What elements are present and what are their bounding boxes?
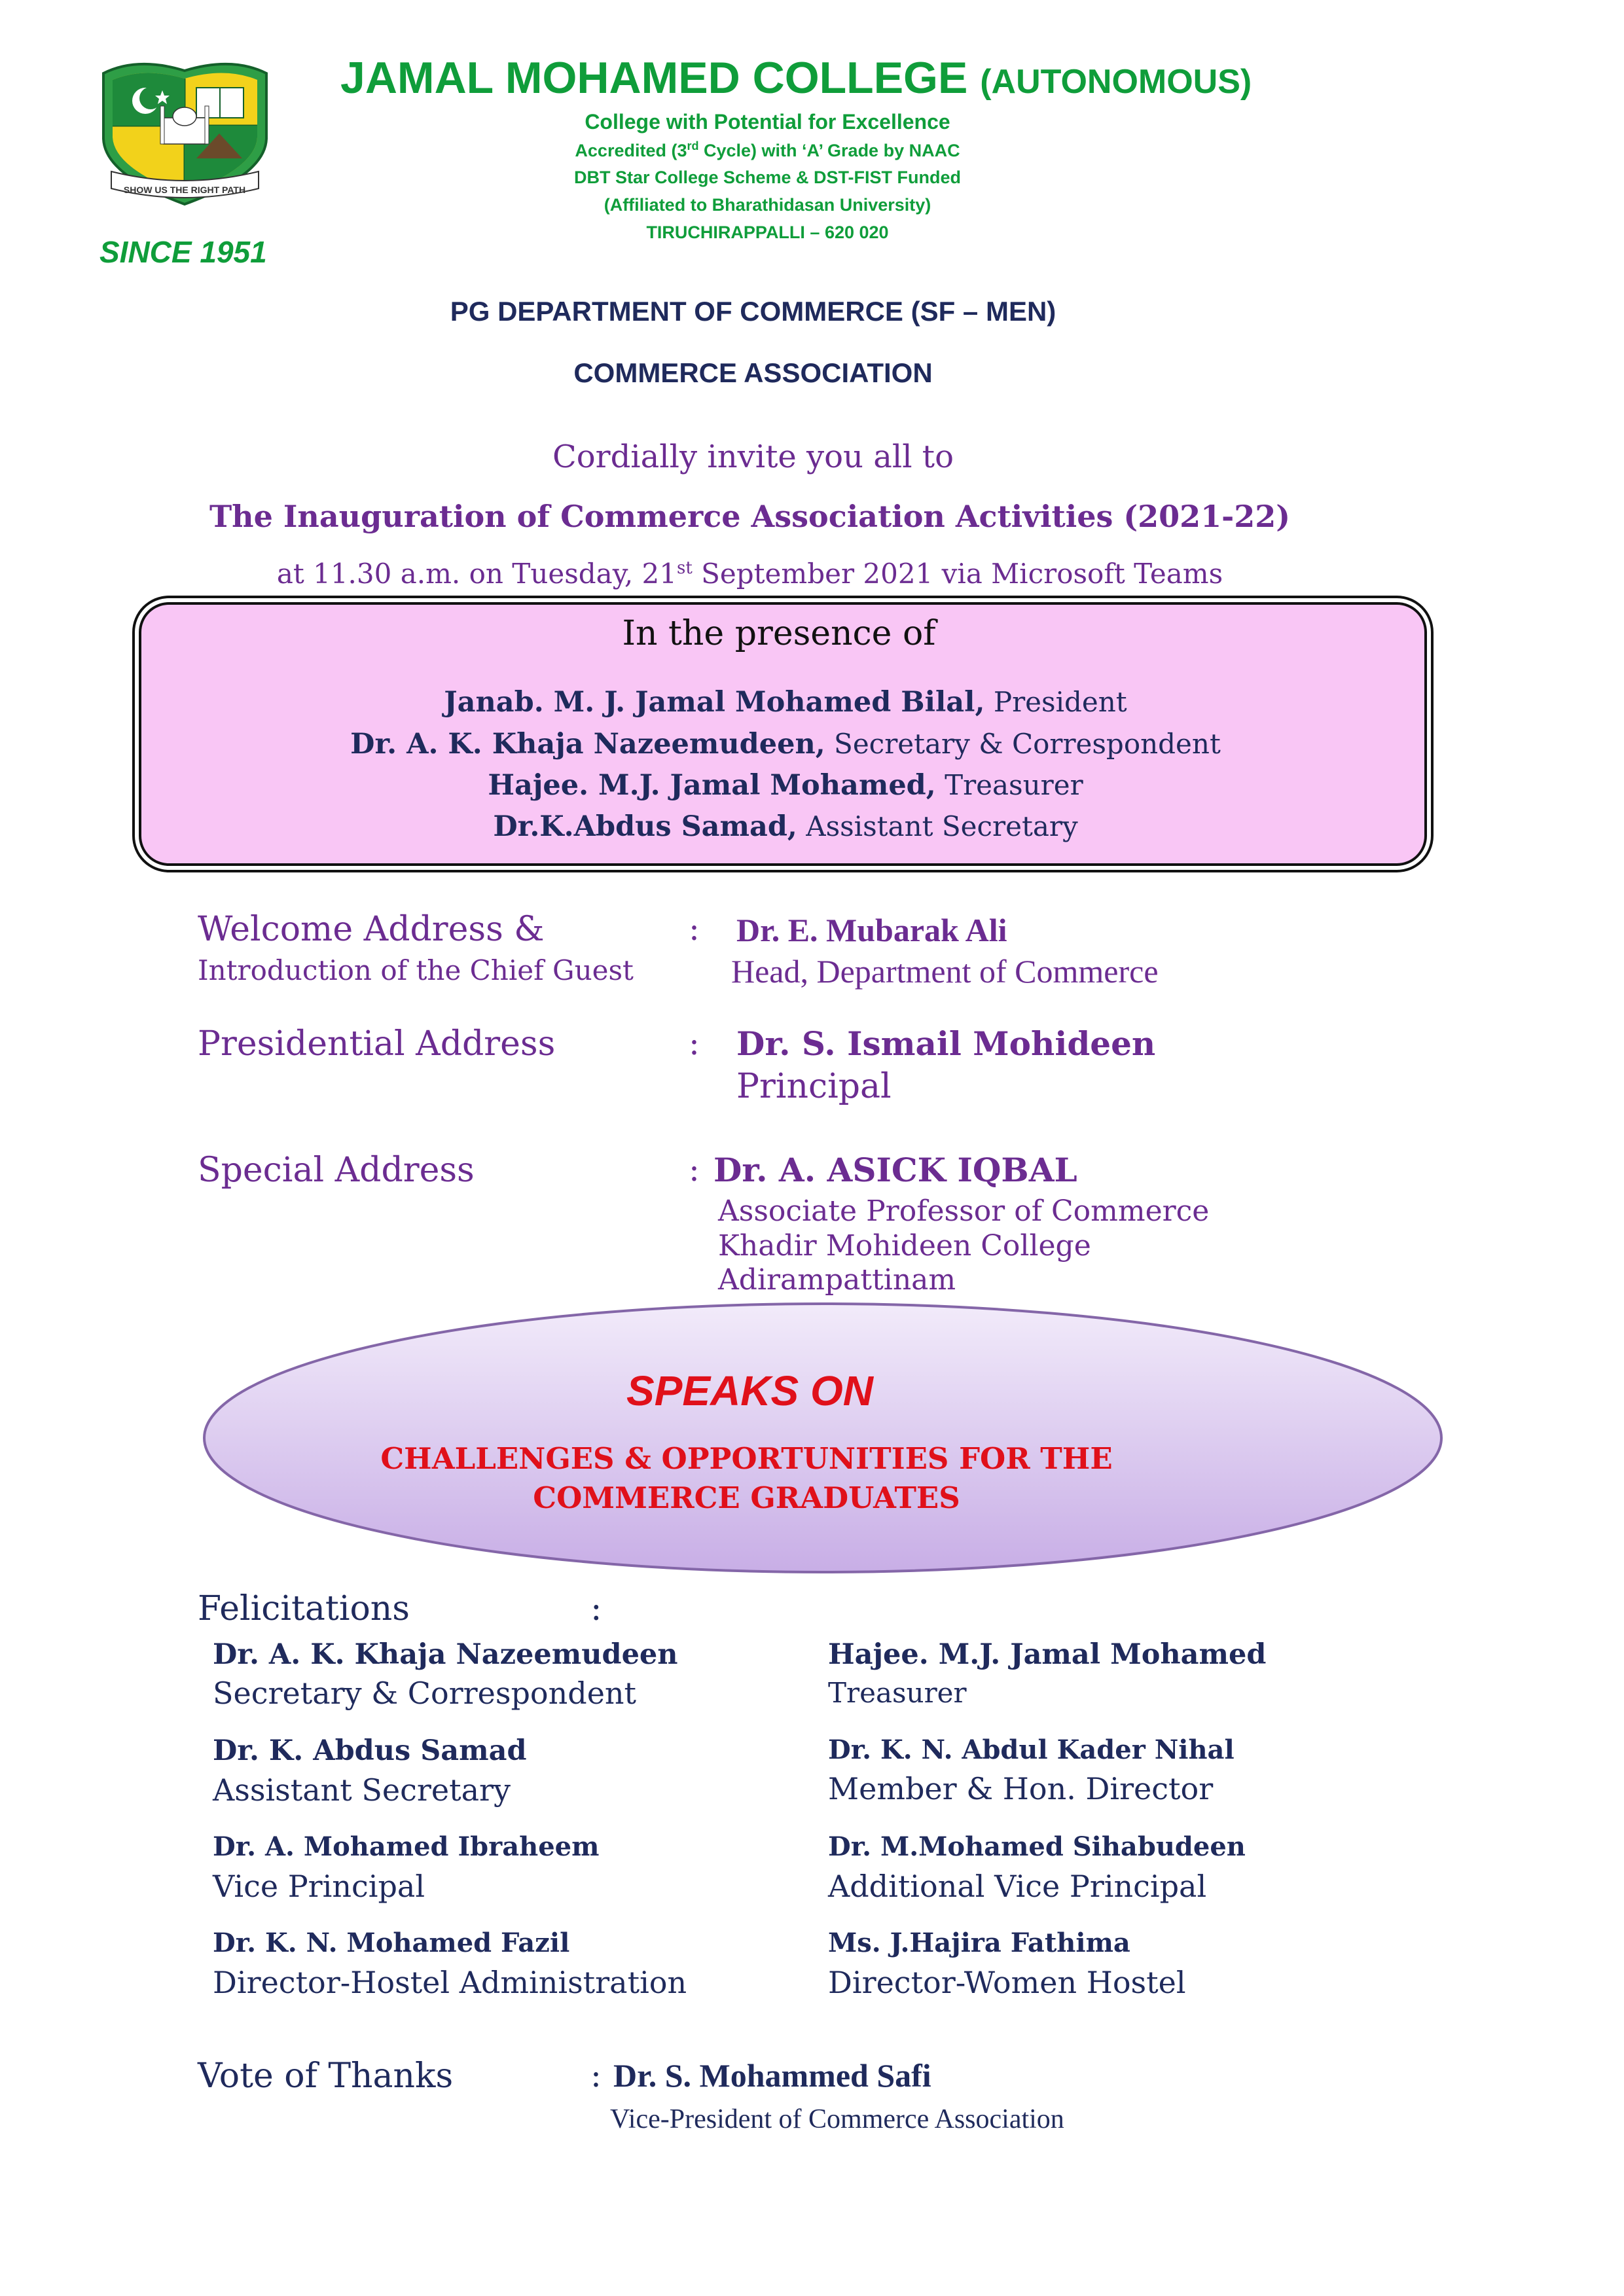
speech-topic-line1: CHALLENGES & OPPORTUNITIES FOR THE xyxy=(380,1441,1113,1476)
felicitation-role: Assistant Secretary xyxy=(213,1772,511,1808)
presence-role: Assistant Secretary xyxy=(797,810,1078,842)
felicitation-role: Vice Principal xyxy=(213,1869,425,1904)
college-tagline: College with Potential for Excellence xyxy=(585,110,950,134)
felicitation-name: Hajee. M.J. Jamal Mohamed xyxy=(828,1638,1267,1671)
event-title: The Inauguration of Commerce Association Activities (2021-22) xyxy=(209,499,1291,534)
speech-topic-line2: COMMERCE GRADUATES xyxy=(533,1480,960,1515)
presence-person xyxy=(105,686,1466,719)
presence-title: In the presence of xyxy=(622,614,936,653)
presidential-address-label: Presidential Address xyxy=(198,1024,556,1064)
presence-name: Dr. A. K. Khaja Nazeemudeen, xyxy=(350,728,825,761)
college-name-text: JAMAL MOHAMED COLLEGE xyxy=(340,53,968,103)
felicitation-name: Dr. A. K. Khaja Nazeemudeen xyxy=(213,1638,678,1671)
vote-of-thanks-label: Vote of Thanks xyxy=(198,2056,454,2096)
special-address-label: Special Address xyxy=(198,1151,475,1190)
welcome-colon: : xyxy=(689,910,700,948)
felicitation-role: Additional Vice Principal xyxy=(828,1869,1207,1904)
felicitation-role: Director-Women Hostel xyxy=(828,1965,1186,2000)
presence-name: Janab. M. J. Jamal Mohamed Bilal, xyxy=(444,686,985,719)
special-colon: : xyxy=(689,1151,700,1189)
felicitation-name: Dr. K. N. Mohamed Fazil xyxy=(213,1928,570,1958)
felicitation-role: Treasurer xyxy=(828,1677,967,1709)
presence-role: Treasurer xyxy=(935,769,1083,801)
presidential-colon: : xyxy=(689,1024,700,1062)
welcome-speaker-name: Dr. E. Mubarak Ali xyxy=(736,912,1007,948)
affiliation-info: (Affiliated to Bharathidasan University) xyxy=(604,195,931,215)
presence-name: Hajee. M.J. Jamal Mohamed, xyxy=(488,769,936,802)
speaks-on-heading: SPEAKS ON xyxy=(626,1367,873,1414)
presence-person xyxy=(105,769,1466,802)
special-speaker-college: Khadir Mohideen College xyxy=(718,1229,1091,1263)
felicitation-role: Director-Hostel Administration xyxy=(213,1965,687,2000)
city-pincode: TIRUCHIRAPPALLI – 620 020 xyxy=(646,223,889,242)
vote-of-thanks-designation: Vice-President of Commerce Association xyxy=(610,2104,1064,2134)
presidential-speaker-designation: Principal xyxy=(736,1067,892,1106)
accreditation-sup: rd xyxy=(687,139,699,152)
special-speaker-designation: Associate Professor of Commerce xyxy=(718,1194,1210,1228)
felicitation-role: Member & Hon. Director xyxy=(828,1771,1214,1806)
felicitations-label: Felicitations xyxy=(198,1589,410,1628)
welcome-speaker-designation: Head, Department of Commerce xyxy=(731,953,1159,990)
funding-info: DBT Star College Scheme & DST-FIST Funded xyxy=(573,168,962,187)
invite-intro: Cordially invite you all to xyxy=(552,439,954,475)
felicitation-role: Secretary & Correspondent xyxy=(213,1676,637,1711)
college-crest-logo xyxy=(98,60,272,207)
svg-text:SHOW US THE RIGHT PATH: SHOW US THE RIGHT PATH xyxy=(123,185,246,195)
autonomous-label: (AUTONOMOUS) xyxy=(980,63,1252,101)
special-speaker-place: Adirampattinam xyxy=(718,1263,956,1297)
timing-pre: at 11.30 a.m. on Tuesday, 21 xyxy=(276,558,677,590)
felicitation-name: Dr. A. Mohamed Ibraheem xyxy=(213,1831,600,1862)
college-name xyxy=(340,52,1252,103)
felicitation-name: Ms. J.Hajira Fathima xyxy=(828,1928,1130,1958)
presence-person xyxy=(105,728,1466,761)
event-timing xyxy=(0,558,1562,590)
presence-person xyxy=(105,810,1466,843)
felicitation-name: Dr. K. N. Abdul Kader Nihal xyxy=(828,1734,1235,1765)
presence-role: President xyxy=(984,686,1127,718)
vote-of-thanks-colon: : xyxy=(590,2056,602,2094)
speaks-on-ellipse xyxy=(200,1299,1447,1577)
welcome-address-label: Welcome Address & xyxy=(198,910,545,949)
since-year: SINCE 1951 xyxy=(99,235,267,269)
accreditation-post: Cycle) with ‘A’ Grade by NAAC xyxy=(698,141,960,160)
special-speaker-name: Dr. A. ASICK IQBAL xyxy=(713,1151,1077,1189)
presence-role: Secretary & Correspondent xyxy=(825,728,1221,760)
accreditation-pre: Accredited (3 xyxy=(575,141,687,160)
chief-guest-intro-label: Introduction of the Chief Guest xyxy=(198,954,634,986)
timing-post: September 2021 via Microsoft Teams xyxy=(692,558,1223,590)
timing-sup: st xyxy=(677,558,693,578)
felicitations-colon: : xyxy=(590,1589,602,1628)
department-name: PG DEPARTMENT OF COMMERCE (SF – MEN) xyxy=(450,296,1056,327)
presence-name: Dr.K.Abdus Samad, xyxy=(493,810,797,843)
felicitation-name: Dr. M.Mohamed Sihabudeen xyxy=(828,1831,1246,1862)
felicitation-name: Dr. K. Abdus Samad xyxy=(213,1734,527,1767)
association-name: COMMERCE ASSOCIATION xyxy=(573,357,933,388)
accreditation xyxy=(340,139,1195,161)
presidential-speaker-name: Dr. S. Ismail Mohideen xyxy=(736,1024,1156,1063)
vote-of-thanks-name: Dr. S. Mohammed Safi xyxy=(613,2057,931,2094)
